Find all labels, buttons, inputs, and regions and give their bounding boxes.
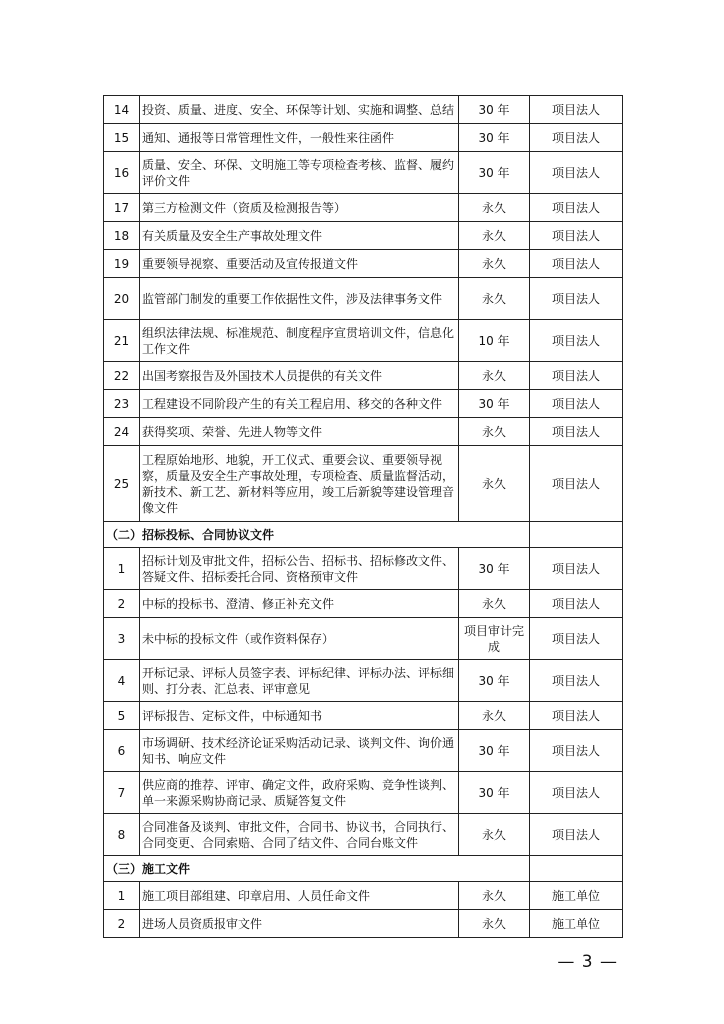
section-title: （三）施工文件	[104, 856, 530, 882]
document-name: 工程原始地形、地貌，开工仪式、重要会议、重要领导视察，质量及安全生产事故处理，专项检查、质量监督活动，新技术、新工艺、新材料等应用，竣工后新貌等建设管理音像文件	[140, 446, 459, 522]
section-header-row	[104, 522, 623, 548]
retention-period: 永久	[459, 222, 530, 250]
document-name: 供应商的推荐、评审、确定文件，政府采购、竞争性谈判、单一来源采购协商记录、质疑答复文件	[140, 772, 459, 814]
retention-period: 30 年	[459, 124, 530, 152]
table-row	[104, 590, 623, 618]
document-name: 投资、质量、进度、安全、环保等计划、实施和调整、总结	[140, 96, 459, 124]
retention-period: 永久	[459, 446, 530, 522]
retention-period: 30 年	[459, 660, 530, 702]
section-empty-cell	[530, 856, 623, 882]
document-name: 招标计划及审批文件，招标公告、招标书、招标修改文件、答疑文件、招标委托合同、资格预审文件	[140, 548, 459, 590]
row-number: 1	[104, 548, 140, 590]
document-name: 第三方检测文件（资质及检测报告等）	[140, 194, 459, 222]
table-row	[104, 124, 623, 152]
table-row	[104, 446, 623, 522]
retention-period: 永久	[459, 250, 530, 278]
responsible-unit: 项目法人	[530, 418, 623, 446]
retention-period: 30 年	[459, 548, 530, 590]
table-row	[104, 278, 623, 320]
row-number: 21	[104, 320, 140, 362]
retention-period: 永久	[459, 590, 530, 618]
retention-period: 30 年	[459, 96, 530, 124]
row-number: 22	[104, 362, 140, 390]
retention-period: 永久	[459, 814, 530, 856]
table-row	[104, 390, 623, 418]
row-number: 5	[104, 702, 140, 730]
row-number: 25	[104, 446, 140, 522]
document-name: 组织法律法规、标准规范、制度程序宣贯培训文件，信息化工作文件	[140, 320, 459, 362]
row-number: 8	[104, 814, 140, 856]
responsible-unit: 项目法人	[530, 446, 623, 522]
document-name: 未中标的投标文件（或作资料保存）	[140, 618, 459, 660]
archive-retention-table	[103, 95, 623, 938]
document-name: 重要领导视察、重要活动及宣传报道文件	[140, 250, 459, 278]
responsible-unit: 项目法人	[530, 814, 623, 856]
responsible-unit: 项目法人	[530, 772, 623, 814]
responsible-unit: 项目法人	[530, 660, 623, 702]
document-name: 质量、安全、环保、文明施工等专项检查考核、监督、履约评价文件	[140, 152, 459, 194]
document-name: 施工项目部组建、印章启用、人员任命文件	[140, 882, 459, 910]
responsible-unit: 项目法人	[530, 96, 623, 124]
responsible-unit: 项目法人	[530, 320, 623, 362]
responsible-unit: 项目法人	[530, 194, 623, 222]
table-row	[104, 96, 623, 124]
retention-period: 30 年	[459, 152, 530, 194]
document-name: 工程建设不同阶段产生的有关工程启用、移交的各种文件	[140, 390, 459, 418]
row-number: 15	[104, 124, 140, 152]
retention-period: 30 年	[459, 772, 530, 814]
table-row	[104, 814, 623, 856]
row-number: 7	[104, 772, 140, 814]
page-number: — 3 —	[557, 952, 618, 972]
table-row	[104, 660, 623, 702]
responsible-unit: 项目法人	[530, 278, 623, 320]
section-empty-cell	[530, 522, 623, 548]
table-row	[104, 618, 623, 660]
row-number: 17	[104, 194, 140, 222]
row-number: 3	[104, 618, 140, 660]
document-name: 出国考察报告及外国技术人员提供的有关文件	[140, 362, 459, 390]
section-header-row	[104, 856, 623, 882]
row-number: 24	[104, 418, 140, 446]
table-row	[104, 152, 623, 194]
table-row	[104, 194, 623, 222]
retention-period: 永久	[459, 418, 530, 446]
row-number: 1	[104, 882, 140, 910]
retention-period: 永久	[459, 362, 530, 390]
table-row	[104, 730, 623, 772]
responsible-unit: 项目法人	[530, 702, 623, 730]
table-row	[104, 418, 623, 446]
retention-period: 永久	[459, 882, 530, 910]
responsible-unit: 项目法人	[530, 152, 623, 194]
responsible-unit: 施工单位	[530, 882, 623, 910]
section-title: （二）招标投标、合同协议文件	[104, 522, 530, 548]
retention-period: 30 年	[459, 730, 530, 772]
row-number: 23	[104, 390, 140, 418]
document-name: 进场人员资质报审文件	[140, 910, 459, 938]
retention-period: 30 年	[459, 390, 530, 418]
row-number: 16	[104, 152, 140, 194]
responsible-unit: 项目法人	[530, 390, 623, 418]
responsible-unit: 项目法人	[530, 222, 623, 250]
document-name: 获得奖项、荣誉、先进人物等文件	[140, 418, 459, 446]
row-number: 18	[104, 222, 140, 250]
document-name: 中标的投标书、澄清、修正补充文件	[140, 590, 459, 618]
responsible-unit: 项目法人	[530, 124, 623, 152]
retention-period: 永久	[459, 194, 530, 222]
row-number: 6	[104, 730, 140, 772]
retention-period: 永久	[459, 702, 530, 730]
table-row	[104, 910, 623, 938]
row-number: 4	[104, 660, 140, 702]
table-row	[104, 250, 623, 278]
table-row	[104, 320, 623, 362]
document-name: 监管部门制发的重要工作依据性文件，涉及法律事务文件	[140, 278, 459, 320]
table-row	[104, 548, 623, 590]
retention-period: 10 年	[459, 320, 530, 362]
row-number: 2	[104, 910, 140, 938]
responsible-unit: 项目法人	[530, 590, 623, 618]
table-row	[104, 222, 623, 250]
table-row	[104, 362, 623, 390]
responsible-unit: 项目法人	[530, 250, 623, 278]
retention-period: 项目审计完成	[459, 618, 530, 660]
row-number: 2	[104, 590, 140, 618]
document-name: 有关质量及安全生产事故处理文件	[140, 222, 459, 250]
table-row	[104, 882, 623, 910]
responsible-unit: 施工单位	[530, 910, 623, 938]
retention-period: 永久	[459, 278, 530, 320]
document-name: 市场调研、技术经济论证采购活动记录、谈判文件、询价通知书、响应文件	[140, 730, 459, 772]
responsible-unit: 项目法人	[530, 362, 623, 390]
table-body	[104, 96, 623, 938]
table-row	[104, 702, 623, 730]
document-name: 评标报告、定标文件，中标通知书	[140, 702, 459, 730]
row-number: 14	[104, 96, 140, 124]
document-name: 合同准备及谈判、审批文件，合同书、协议书，合同执行、合同变更、合同索赔、合同了结文件、合同台账文件	[140, 814, 459, 856]
row-number: 20	[104, 278, 140, 320]
responsible-unit: 项目法人	[530, 618, 623, 660]
responsible-unit: 项目法人	[530, 548, 623, 590]
document-name: 开标记录、评标人员签字表、评标纪律、评标办法、评标细则、打分表、汇总表、评审意见	[140, 660, 459, 702]
row-number: 19	[104, 250, 140, 278]
retention-period: 永久	[459, 910, 530, 938]
table-row	[104, 772, 623, 814]
document-name: 通知、通报等日常管理性文件，一般性来往函件	[140, 124, 459, 152]
responsible-unit: 项目法人	[530, 730, 623, 772]
